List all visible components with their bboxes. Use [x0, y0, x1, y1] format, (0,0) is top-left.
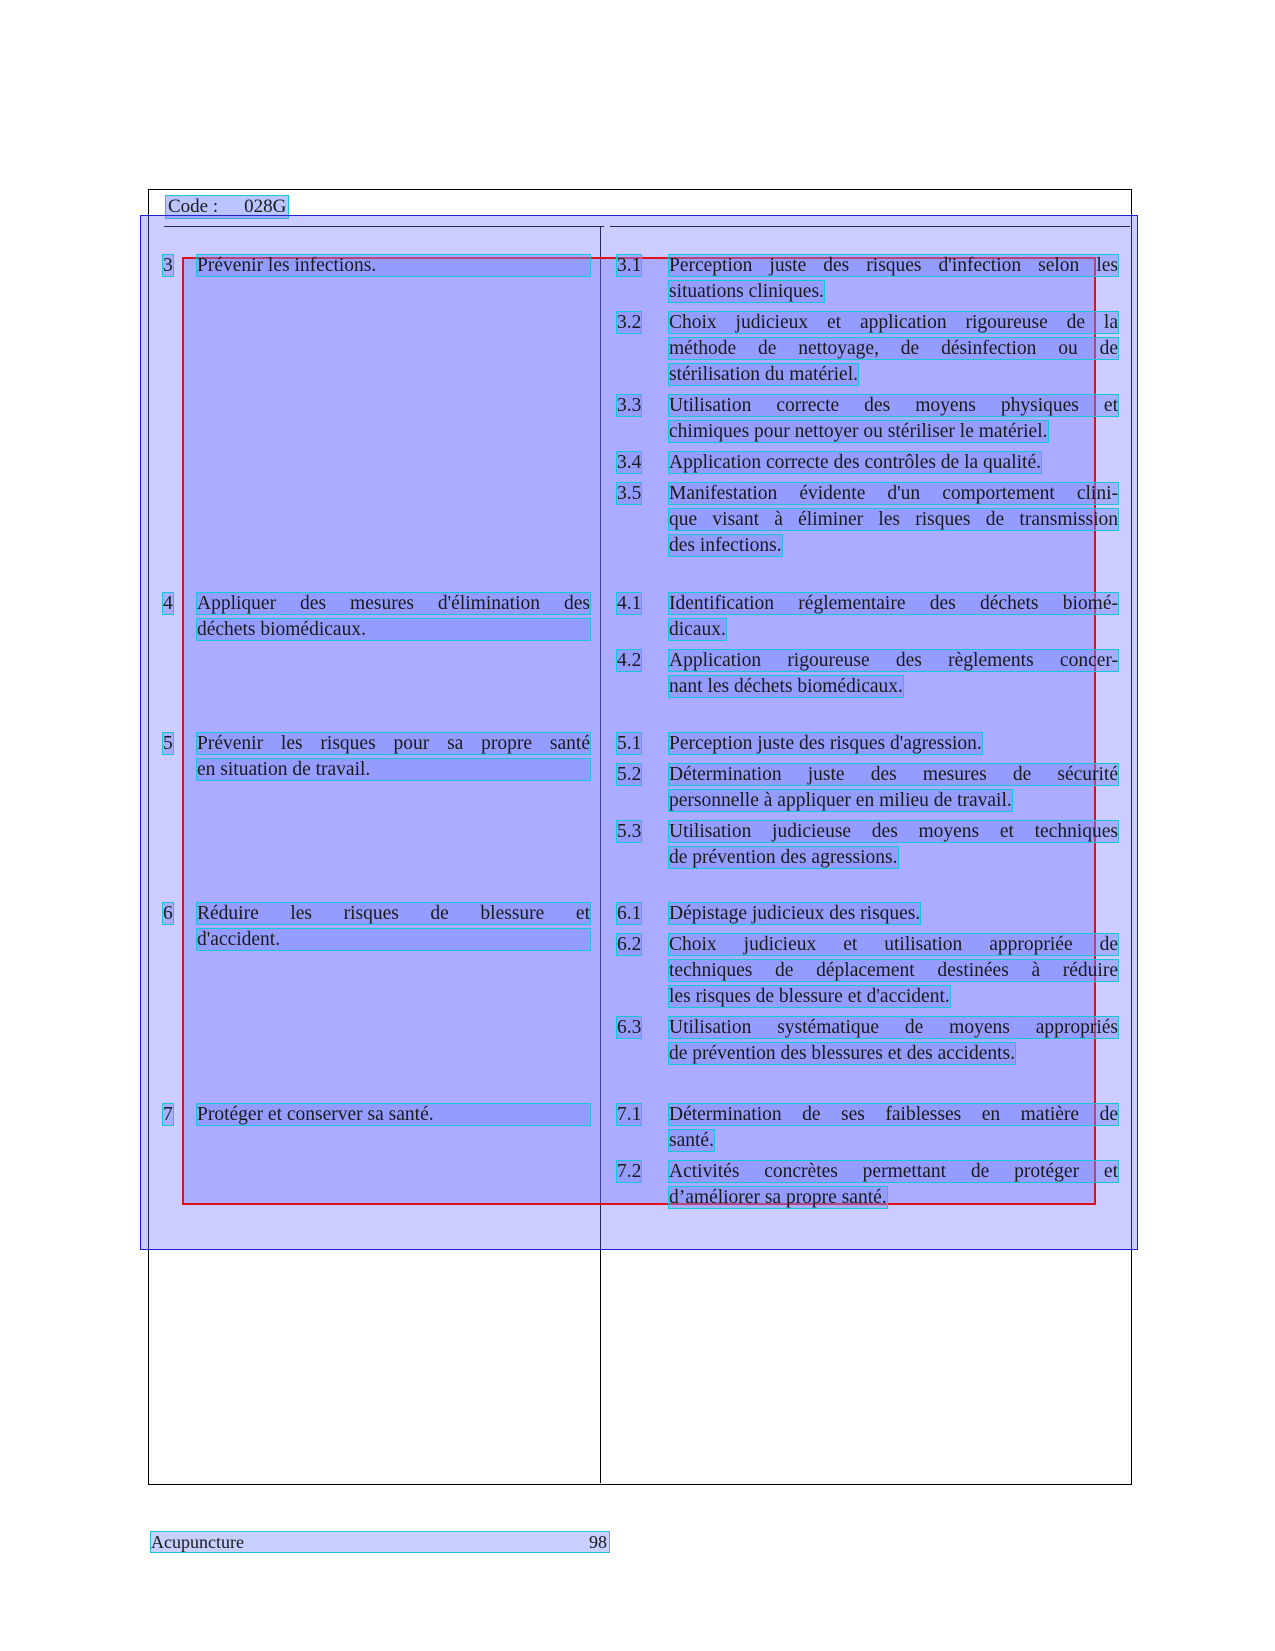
criterion-number: 5.1	[617, 733, 642, 754]
criterion-text-line: Choix judicieux et utilisation appropriée de	[669, 934, 1118, 955]
criterion-text-line: stérilisation du matériel.	[669, 364, 858, 385]
criterion-number: 3.5	[617, 483, 642, 504]
competency-text-line: Prévenir les risques pour sa propre santé	[197, 733, 590, 754]
criterion-number: 7.2	[617, 1161, 642, 1182]
criterion-number: 6.1	[617, 903, 642, 924]
code-label: Code :	[168, 196, 219, 217]
footer-title: Acupuncture	[151, 1532, 244, 1552]
criterion-text-line: méthode de nettoyage, de désinfection ou de	[669, 338, 1118, 359]
criterion-text-line: Perception juste des risques d'agression.	[669, 733, 982, 754]
criterion-text-line: Détermination juste des mesures de sécurité	[669, 764, 1118, 785]
competency-text-line: Protéger et conserver sa santé.	[197, 1104, 590, 1125]
criterion-text-line: nant les déchets biomédicaux.	[669, 676, 903, 697]
criterion-text-line: Application correcte des contrôles de la qualité.	[669, 452, 1041, 473]
criterion-text-line: Manifestation évidente d'un comportement clini-	[669, 483, 1118, 504]
criterion-number: 4.1	[617, 593, 642, 614]
criterion-text-line: Dépistage judicieux des risques.	[669, 903, 921, 924]
criterion-text-line: Perception juste des risques d'infection selon les	[669, 255, 1118, 276]
criterion-text-line: santé.	[669, 1130, 714, 1151]
competency-text-line: déchets biomédicaux.	[197, 619, 590, 640]
criterion-text-line: techniques de déplacement destinées à réduire	[669, 960, 1118, 981]
competency-number: 5	[163, 733, 173, 754]
criterion-number: 5.3	[617, 821, 642, 842]
criterion-text-line: de prévention des agressions.	[669, 847, 898, 868]
criterion-number: 3.1	[617, 255, 642, 276]
competency-number: 4	[163, 593, 173, 614]
criterion-number: 7.1	[617, 1104, 642, 1125]
criterion-number: 3.4	[617, 452, 642, 473]
page-number: 98	[589, 1532, 607, 1552]
competency-number: 7	[163, 1104, 173, 1125]
criterion-text-line: d’améliorer sa propre santé.	[669, 1187, 887, 1208]
criterion-text-line: personnelle à appliquer en milieu de travail.	[669, 790, 1012, 811]
competency-text-line: en situation de travail.	[197, 759, 590, 780]
criterion-text-line: de prévention des blessures et des accidents.	[669, 1043, 1016, 1064]
criterion-number: 6.3	[617, 1017, 642, 1038]
criterion-text-line: Choix judicieux et application rigoureuse de la	[669, 312, 1118, 333]
competency-text-line: Prévenir les infections.	[197, 255, 590, 276]
criterion-number: 6.2	[617, 934, 642, 955]
criterion-text-line: des infections.	[669, 535, 782, 556]
competency-text-line: d'accident.	[197, 929, 590, 950]
criterion-text-line: les risques de blessure et d'accident.	[669, 986, 950, 1007]
criterion-text-line: Utilisation systématique de moyens appropriés	[669, 1017, 1118, 1038]
competency-text-line: Réduire les risques de blessure et	[197, 903, 590, 924]
criterion-number: 3.3	[617, 395, 642, 416]
page-footer	[151, 1532, 609, 1552]
competency-text-line: Appliquer des mesures d'élimination des	[197, 593, 590, 614]
criterion-text-line: dicaux.	[669, 619, 726, 640]
criterion-number: 4.2	[617, 650, 642, 671]
criterion-number: 5.2	[617, 764, 642, 785]
criterion-text-line: chimiques pour nettoyer ou stériliser le matériel.	[669, 421, 1048, 442]
criterion-text-line: Utilisation correcte des moyens physiques et	[669, 395, 1118, 416]
criterion-text-line: Identification réglementaire des déchets biomé-	[669, 593, 1118, 614]
competency-number: 3	[163, 255, 173, 276]
criterion-text-line: Utilisation judicieuse des moyens et techniques	[669, 821, 1118, 842]
criterion-text-line: que visant à éliminer les risques de transmission	[669, 509, 1118, 530]
criterion-text-line: situations cliniques.	[669, 281, 824, 302]
criterion-text-line: Application rigoureuse des règlements concer-	[669, 650, 1118, 671]
code-value: 028G	[244, 196, 287, 217]
criterion-number: 3.2	[617, 312, 642, 333]
criterion-text-line: Détermination de ses faiblesses en matière de	[669, 1104, 1118, 1125]
criterion-text-line: Activités concrètes permettant de protéger et	[669, 1161, 1118, 1182]
competency-number: 6	[163, 903, 173, 924]
